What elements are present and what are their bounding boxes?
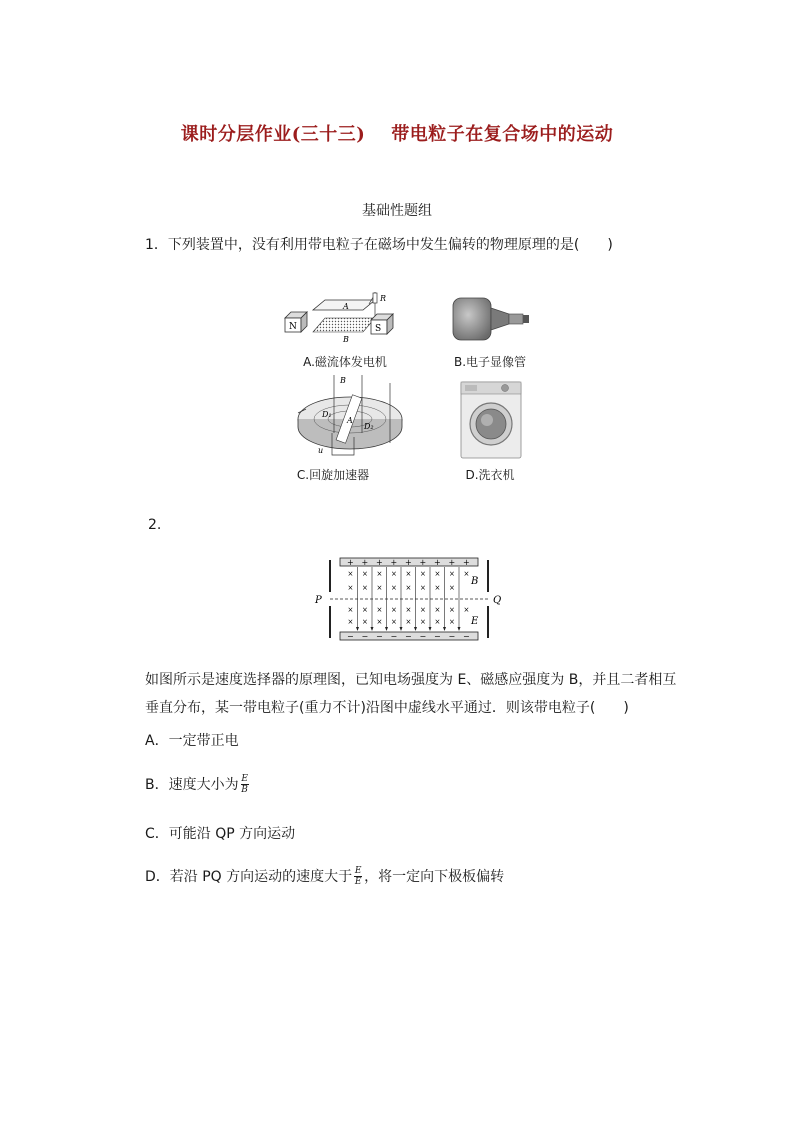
b-field-cross: × [463, 570, 470, 578]
b-field-cross: × [434, 606, 441, 614]
c-label-d2: D₂ [364, 422, 374, 431]
figure-a-mhd-generator [283, 290, 408, 345]
b-field-cross: × [376, 584, 383, 592]
field-arrow [400, 627, 403, 631]
plate-plus-sign: + [448, 558, 456, 567]
b-field-cross: × [376, 570, 383, 578]
b-field-cross: × [420, 570, 426, 578]
plate-minus-sign: − [347, 632, 354, 641]
field-arrow [458, 627, 461, 631]
plate-minus-sign: − [405, 632, 412, 641]
plate-plus-sign: + [405, 558, 412, 567]
plate-plus-sign: + [419, 558, 427, 567]
plate-minus-sign: − [434, 632, 441, 641]
b-field-cross: × [405, 606, 412, 614]
section-title: 基础性题组 [362, 203, 432, 219]
b-field-cross: × [362, 570, 368, 578]
option-d-denominator: E [354, 877, 362, 887]
a-label-a: A [343, 302, 349, 311]
plate-plus-sign: + [361, 558, 369, 567]
b-field-cross: × [362, 618, 368, 626]
option-c-text: C．可能沿 QP 方向运动 [145, 826, 296, 842]
b-field-cross: × [449, 618, 455, 626]
b-field-cross: × [391, 570, 397, 578]
option-b-fraction [241, 774, 249, 795]
option-b [145, 774, 251, 795]
title-right: 带电粒子在复合场中的运动 [391, 124, 614, 145]
plate-plus-sign: + [376, 558, 383, 567]
option-a [145, 731, 239, 751]
a-label-b: B [343, 335, 349, 344]
plate-plus-sign: + [434, 558, 441, 567]
option-b-text: B．速度大小为 [145, 776, 239, 793]
c-label-d1: D₁ [322, 410, 332, 419]
b-field-cross: × [362, 584, 368, 592]
plate-minus-sign: − [376, 632, 383, 641]
b-field-cross: × [362, 606, 368, 614]
title-left: 课时分层作业(三十三) [180, 124, 366, 145]
b-field-cross: × [463, 606, 470, 614]
field-arrow [414, 627, 417, 631]
b-field-cross: × [376, 606, 383, 614]
b-field-cross: × [420, 584, 426, 592]
a-label-r: R [380, 294, 387, 303]
label-e-field: E [471, 616, 479, 627]
b-field-cross: × [420, 606, 426, 614]
plate-minus-sign: − [390, 632, 398, 641]
b-field-cross: × [420, 618, 426, 626]
b-field-cross: × [391, 606, 397, 614]
field-arrow [429, 627, 432, 631]
label-q: Q [493, 595, 502, 606]
b-field-cross: × [391, 618, 397, 626]
b-field-cross: × [449, 584, 455, 592]
plate-minus-sign: − [361, 632, 369, 641]
label-p: P [315, 595, 322, 606]
a-label-s: S [375, 324, 382, 334]
question-2-number: 2. [148, 517, 162, 533]
c-label-b: B [340, 376, 346, 385]
plate-plus-sign: + [463, 558, 470, 567]
option-d-text: D．若沿 PQ 方向运动的速度大于 [145, 868, 353, 885]
field-arrow [371, 627, 374, 631]
b-field-cross: × [434, 570, 441, 578]
question-1-stem: 1．下列装置中，没有利用带电粒子在磁场中发生偏转的物理原理的是( ) [145, 237, 613, 253]
label-b-field: B [471, 576, 479, 587]
figure-d-caption: D.洗衣机 [465, 468, 515, 482]
plate-plus-sign: + [347, 558, 354, 567]
plate-minus-sign: − [448, 632, 456, 641]
figure-c-caption: C.回旋加速器 [296, 468, 370, 482]
option-d-suffix: ，将一定向下极板偏转 [364, 868, 505, 885]
field-arrow [443, 627, 446, 631]
option-b-denominator: B [241, 785, 248, 795]
question-2-stem: 如图所示是速度选择器的原理图，已知电场强度为 E、磁感应强度为 B，并且二者相互垂直分布，某一带电粒子(重力不计)沿图中虚线水平通过．则该带电粒子( ) [145, 672, 677, 716]
b-field-cross: × [376, 618, 383, 626]
field-arrow [385, 627, 388, 631]
plate-plus-sign: + [390, 558, 398, 567]
page-title [0, 120, 794, 146]
b-field-cross: × [434, 618, 441, 626]
c-label-a: A [347, 416, 353, 425]
option-d [145, 866, 504, 887]
option-c [145, 824, 295, 844]
b-field-cross: × [405, 570, 412, 578]
b-field-cross: × [347, 618, 354, 626]
b-field-cross: × [347, 606, 354, 614]
b-field-cross: × [405, 584, 412, 592]
b-field-cross: × [449, 570, 455, 578]
b-field-cross: × [434, 584, 441, 592]
option-d-numerator: E [354, 866, 362, 876]
figure-d-washing-machine [459, 380, 525, 460]
b-field-cross: × [391, 584, 397, 592]
figure-b-crt-tube [447, 296, 537, 346]
b-field-cross: × [347, 570, 354, 578]
figure-a-caption: A.磁流体发电机 [303, 355, 387, 369]
figure-velocity-selector [310, 554, 510, 646]
c-label-u: u [318, 446, 324, 455]
plate-minus-sign: − [419, 632, 427, 641]
figure-b-caption: B.电子显像管 [453, 355, 527, 369]
field-arrow [356, 627, 359, 631]
plate-minus-sign: − [463, 632, 470, 641]
b-field-cross: × [347, 584, 354, 592]
b-field-cross: × [449, 606, 455, 614]
a-label-n: N [289, 322, 297, 332]
option-a-text: A．一定带正电 [145, 733, 239, 749]
figure-c-cyclotron [292, 373, 407, 463]
option-b-numerator: E [241, 774, 248, 784]
b-field-cross: × [405, 618, 412, 626]
option-d-fraction [354, 866, 362, 887]
